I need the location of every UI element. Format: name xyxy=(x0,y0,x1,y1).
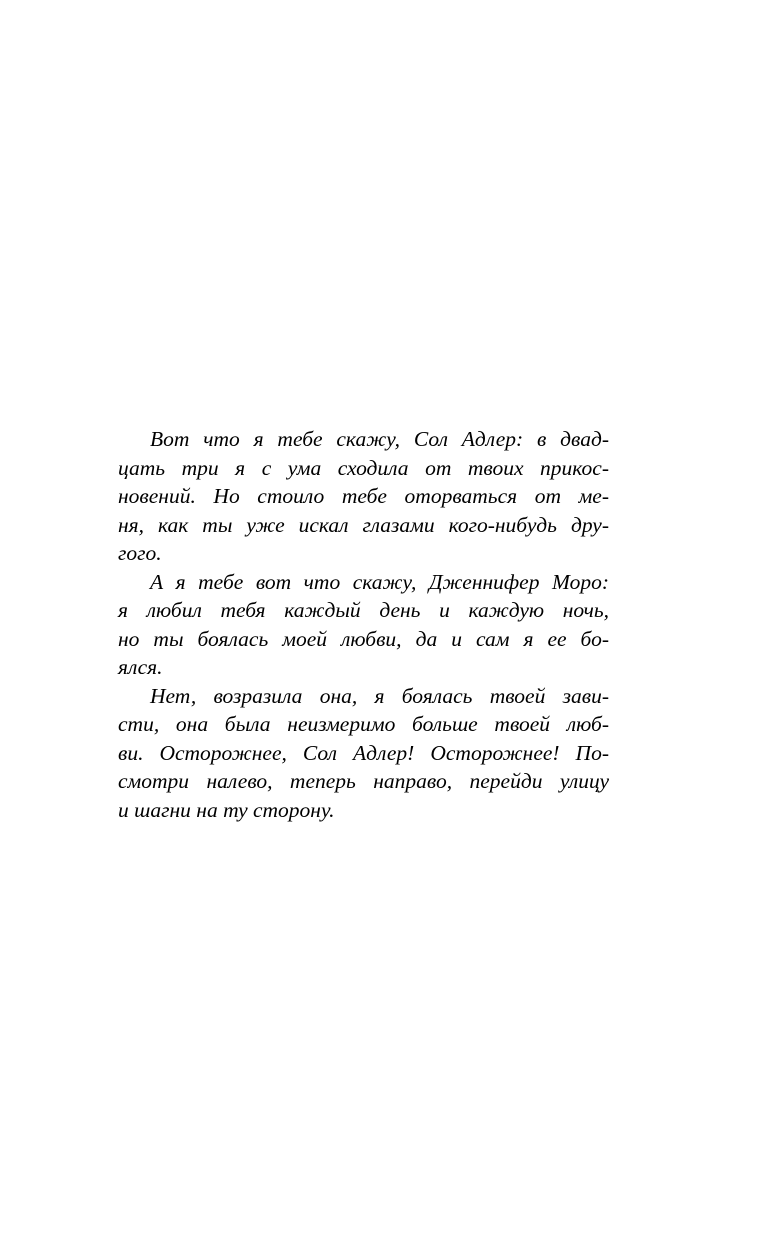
text-line: и шагни на ту сторону. xyxy=(118,797,335,822)
paragraph-3 xyxy=(118,682,609,825)
text-line: А я тебе вот что скажу, Дженнифер Моро: xyxy=(150,569,609,594)
text-line: новений. Но стоило тебе оторваться от ме- xyxy=(118,484,609,508)
text-line: но ты боялась моей любви, да и сам я ее бо- xyxy=(118,626,609,651)
text-line: я любил тебя каждый день и каждую ночь, xyxy=(118,598,609,622)
paragraph-1 xyxy=(118,425,609,568)
text-line: цать три я с ума сходила от твоих прикос- xyxy=(118,455,609,480)
text-line: гого. xyxy=(118,541,162,565)
paragraph-2 xyxy=(118,568,609,682)
text-line: Вот что я тебе скажу, Сол Адлер: в двад- xyxy=(150,427,609,451)
text-line: ялся. xyxy=(118,655,163,679)
text-line: ви. Осторожнее, Сол Адлер! Осторожнее! По- xyxy=(118,740,609,765)
text-line: сти, она была неизмеримо больше твоей люб- xyxy=(118,712,609,736)
text-line: ня, как ты уже искал глазами кого-нибудь дру- xyxy=(118,512,609,537)
text-line: Нет, возразила она, я боялась твоей зави- xyxy=(150,683,609,708)
text-body xyxy=(118,425,609,824)
text-line: смотри налево, теперь направо, перейди улицу xyxy=(118,769,609,793)
